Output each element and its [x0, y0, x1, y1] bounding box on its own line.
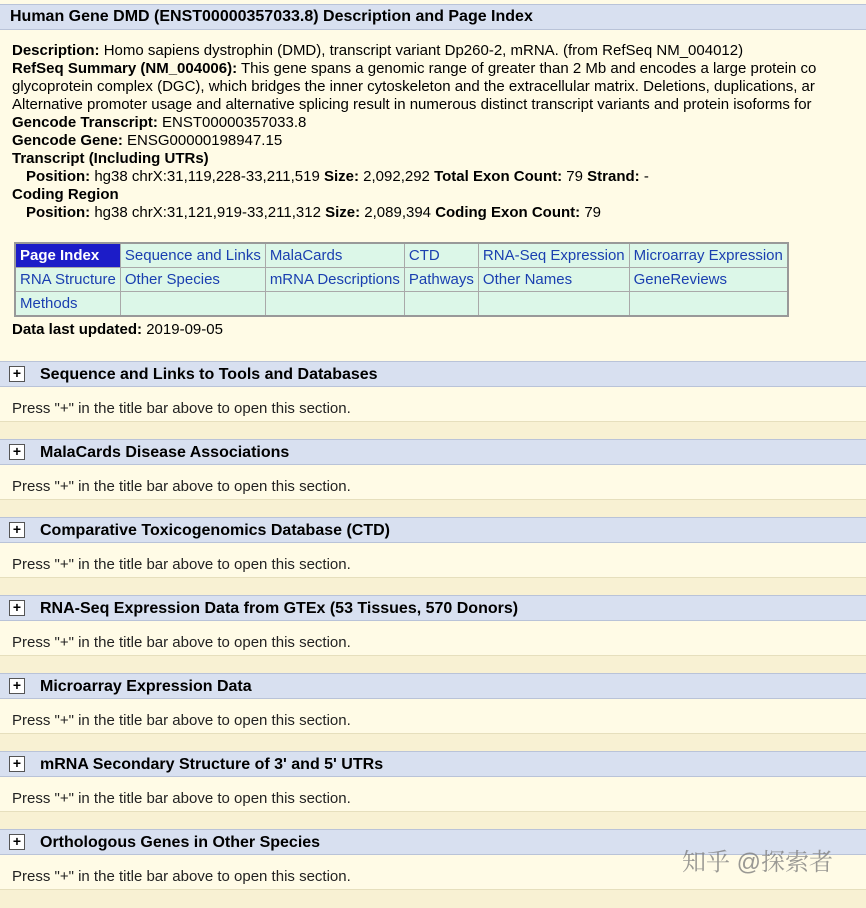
section-title: Comparative Toxicogenomics Database (CTD) [40, 522, 391, 539]
index-row [15, 292, 788, 317]
updated-label: Data last updated: [12, 321, 143, 338]
index-link-rna-structure[interactable]: RNA Structure [15, 268, 120, 292]
transcript-label: Transcript (Including UTRs) [12, 150, 209, 167]
section-hint: Press "+" in the title bar above to open this section. [12, 712, 351, 729]
section-divider [0, 733, 866, 752]
index-link-mrna-descriptions[interactable]: mRNA Descriptions [265, 268, 404, 292]
gene-info [12, 42, 866, 222]
section-title: mRNA Secondary Structure of 3' and 5' UTRs [40, 756, 384, 773]
coding-label: Coding Region [12, 186, 119, 203]
description-value: Homo sapiens dystrophin (DMD), transcript variant Dp260-2, mRNA. (from RefSeq NM_004012) [103, 42, 744, 59]
expand-plus-icon[interactable]: + [9, 522, 25, 538]
index-link-genereviews[interactable]: GeneReviews [629, 268, 788, 292]
coding-exon-value: 79 [584, 204, 602, 221]
section-title-bar [0, 673, 866, 699]
section-title: MalaCards Disease Associations [40, 444, 290, 461]
collapsible-section [0, 439, 866, 517]
coding-size-value: 2,089,394 [364, 204, 432, 221]
section-hint: Press "+" in the title bar above to open this section. [12, 400, 351, 417]
section-title-bar [0, 595, 866, 621]
coding-position-line [12, 204, 866, 222]
section-title: Orthologous Genes in Other Species [40, 834, 321, 851]
section-title-bar [0, 517, 866, 543]
index-link-methods[interactable]: Methods [15, 292, 120, 317]
data-updated [12, 321, 223, 338]
index-link-other-names[interactable]: Other Names [478, 268, 629, 292]
section-title-bar [0, 751, 866, 777]
section-hint: Press "+" in the title bar above to open this section. [12, 478, 351, 495]
section-title-bar [0, 361, 866, 387]
section-hint: Press "+" in the title bar above to open this section. [12, 790, 351, 807]
section-divider [0, 499, 866, 518]
refseq-line-3: Alternative promoter usage and alternative splicing result in numerous distinct transcript variants and protein isoforms for [12, 96, 812, 113]
transcript-heading [12, 150, 866, 168]
strand-value: - [643, 168, 649, 185]
coding-position-label: Position: [26, 204, 91, 221]
refseq-line [12, 60, 866, 78]
gencode-gene-label: Gencode Gene: [12, 132, 123, 149]
transcript-position-label: Position: [26, 168, 91, 185]
section-hint: Press "+" in the title bar above to open this section. [12, 556, 351, 573]
section-title: Sequence and Links to Tools and Databases [40, 366, 378, 383]
refseq-label: RefSeq Summary (NM_004006): [12, 60, 238, 77]
collapsible-section [0, 673, 866, 751]
coding-heading [12, 186, 866, 204]
description-line [12, 42, 866, 60]
index-link-other-species[interactable]: Other Species [120, 268, 265, 292]
transcript-position-line [12, 168, 866, 186]
transcript-position-value: hg38 chrX:31,119,228-33,211,519 [94, 168, 320, 185]
page-index-table [14, 242, 789, 317]
strand-label: Strand: [587, 168, 640, 185]
index-link-rna-seq-expression[interactable]: RNA-Seq Expression [478, 243, 629, 268]
section-title-bar [0, 439, 866, 465]
coding-size-label: Size: [325, 204, 361, 221]
index-empty-cell [404, 292, 478, 317]
section-title: RNA-Seq Expression Data from GTEx (53 Tissues, 570 Donors) [40, 600, 519, 617]
expand-plus-icon[interactable]: + [9, 678, 25, 694]
expand-plus-icon[interactable]: + [9, 756, 25, 772]
description-label: Description: [12, 42, 100, 59]
transcript-size-value: 2,092,292 [363, 168, 430, 185]
index-link-pathways[interactable]: Pathways [404, 268, 478, 292]
index-link-page-index[interactable]: Page Index [15, 243, 120, 268]
collapsible-section [0, 361, 866, 439]
section-divider [0, 655, 866, 674]
section-divider [0, 811, 866, 830]
coding-position-value: hg38 chrX:31,121,919-33,211,312 [94, 204, 321, 221]
page-title: Human Gene DMD (ENST00000357033.8) Description and Page Index [10, 8, 533, 25]
index-link-sequence-and-links[interactable]: Sequence and Links [120, 243, 265, 268]
refseq-line-2: glycoprotein complex (DGC), which bridges the inner cytoskeleton and the extracellular matrix. Deletions, duplications, ar [12, 78, 815, 95]
expand-plus-icon[interactable]: + [9, 444, 25, 460]
section-divider [0, 421, 866, 440]
page-title-bar [0, 4, 866, 30]
index-empty-cell [629, 292, 788, 317]
index-row [15, 243, 788, 268]
transcript-size-label: Size: [323, 168, 359, 185]
expand-plus-icon[interactable]: + [9, 366, 25, 382]
total-exon-value: 79 [566, 168, 583, 185]
gencode-gene-line [12, 132, 866, 150]
index-empty-cell [265, 292, 404, 317]
total-exon-label: Total Exon Count: [434, 168, 563, 185]
section-title: Microarray Expression Data [40, 678, 252, 695]
gencode-transcript-label: Gencode Transcript: [12, 114, 158, 131]
gencode-gene-value: ENSG00000198947.15 [127, 132, 283, 149]
collapsible-section [0, 517, 866, 595]
index-empty-cell [120, 292, 265, 317]
expand-plus-icon[interactable]: + [9, 600, 25, 616]
updated-value: 2019-09-05 [146, 321, 223, 338]
section-hint: Press "+" in the title bar above to open this section. [12, 634, 351, 651]
index-link-microarray-expression[interactable]: Microarray Expression [629, 243, 788, 268]
gencode-transcript-value: ENST00000357033.8 [162, 114, 307, 131]
expand-plus-icon[interactable]: + [9, 834, 25, 850]
index-link-ctd[interactable]: CTD [404, 243, 478, 268]
section-hint: Press "+" in the title bar above to open this section. [12, 868, 351, 885]
gencode-transcript-line [12, 114, 866, 132]
index-empty-cell [478, 292, 629, 317]
watermark: 知乎 @探索者 [682, 849, 834, 876]
index-link-malacards[interactable]: MalaCards [265, 243, 404, 268]
collapsible-section [0, 751, 866, 829]
coding-exon-label: Coding Exon Count: [435, 204, 581, 221]
section-divider [0, 577, 866, 596]
refseq-value: This gene spans a genomic range of greater than 2 Mb and encodes a large protein co [241, 60, 817, 77]
index-row [15, 268, 788, 292]
collapsible-section [0, 595, 866, 673]
